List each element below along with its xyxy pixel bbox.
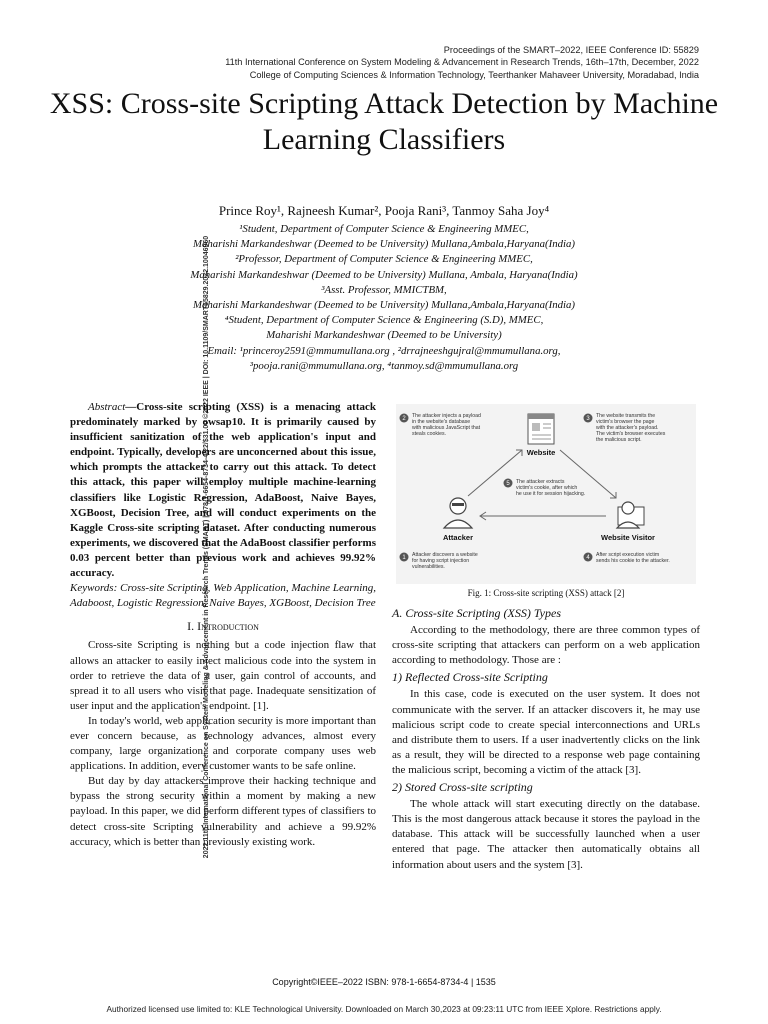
- website-label: Website: [526, 448, 556, 457]
- step-badge: [400, 414, 409, 423]
- subsection-heading-xss-types: A. Cross-site Scripting (XSS) Types: [392, 606, 561, 620]
- abstract: [70, 400, 376, 581]
- svg-text:4: 4: [586, 555, 590, 561]
- conference-header: [225, 44, 699, 81]
- reflected-paragraph: In this case, code is executed on the user system. It does not communicate with the server. If an attacker discovers it, he may use malicious script code to create special interconnections and URLs and distribute them to users. If a user inadvertently clicks on the link as a result, they will be directed to a response web page containing the malicious script, becoming a victim of the attack [3].: [392, 688, 700, 776]
- svg-text:5: 5: [506, 481, 510, 487]
- email-line: Email: ¹princeroy2591@mmumullana.org , ²drrajneeshgujral@mmumullana.org,: [207, 344, 561, 357]
- section-number: I.: [187, 619, 195, 634]
- website-icon: [528, 414, 554, 444]
- svg-text:for having script injection: for having script injection: [412, 558, 470, 564]
- affiliation-line: Maharishi Markandeshwar (Deemed to be University) Mullana,Ambala,Haryana(India): [192, 238, 576, 251]
- svg-text:sends his cookie to the attack: sends his cookie to the attacker.: [596, 558, 670, 564]
- abstract-lead: Abstract: [88, 401, 126, 413]
- affiliation-line: Maharishi Markandeshwar (Deemed to be University) Mullana,Ambala,Haryana(India): [192, 299, 576, 312]
- step-badge: [400, 553, 409, 562]
- svg-text:with malicious JavaScript that: with malicious JavaScript that: [412, 425, 481, 431]
- svg-text:Attacker discovers a website: Attacker discovers a website: [412, 552, 478, 558]
- author-list: Prince Roy¹, Rajneesh Kumar², Pooja Rani³, Tanmoy Saha Joy⁴: [218, 203, 550, 218]
- step-badge: [584, 553, 593, 562]
- svg-text:2: 2: [402, 416, 406, 422]
- step-4-text: [596, 552, 670, 564]
- copyright-footer: Copyright©IEEE–2022 ISBN: 978-1-6654-8734-4 | 1535: [272, 977, 496, 987]
- xss-attack-diagram: [396, 404, 696, 584]
- svg-text:The website transmits the: The website transmits the: [596, 413, 656, 419]
- right-column: [392, 604, 700, 873]
- affiliation-line: ³Asst. Professor, MMICTBM,: [321, 283, 447, 296]
- paper-title: XSS: Cross-site Scripting Attack Detection by Machine Learning Classifiers: [49, 87, 719, 156]
- svg-text:with the attacker's payload.: with the attacker's payload.: [596, 425, 659, 431]
- svg-text:victim's cookie, after which: victim's cookie, after which: [516, 485, 578, 491]
- header-line-2: 11th International Conference on System Modeling & Advancement in Research Trends, 16th–17th, December, 2022: [225, 57, 699, 68]
- xss-types-paragraph: According to the methodology, there are three common types of cross-site scripting that attackers can perform on a web application according to methodology. Those are :: [392, 624, 700, 667]
- svg-text:1: 1: [402, 555, 406, 561]
- svg-text:he use it for session hijackin: he use it for session hijacking.: [516, 491, 586, 497]
- step-badge: [504, 479, 513, 488]
- svg-text:steals cookies.: steals cookies.: [412, 431, 447, 437]
- subsection-heading-stored: 2) Stored Cross-site scripting: [392, 780, 533, 795]
- intro-paragraph: But day by day attackers improve their hacking technique and bypass the strong security within a moment by making a new payload. In this paper, we did perform different types of classifiers to detect cross-site Scripting vulnerability and achieve a 99.92% accuracy, which is better than previously existing work.: [70, 775, 376, 848]
- svg-text:After script execution victim: After script execution victim: [596, 552, 660, 558]
- visitor-label: Website Visitor: [601, 533, 655, 542]
- affiliations: [60, 222, 708, 374]
- svg-text:victim's browser the page: victim's browser the page: [596, 419, 655, 425]
- stored-paragraph: The whole attack will start executing directly on the database. This is the most dangerous attack because it stores the payload in the database. This attack will be successfully launched when a user entered that page. The attacker then automatically obtains all information about users and the system [3].: [392, 798, 700, 871]
- figure-caption: Fig. 1: Cross-site scripting (XSS) attack [2]: [467, 588, 625, 598]
- svg-text:The victim's browser executes: The victim's browser executes: [596, 431, 666, 437]
- intro-paragraph: In today's world, web application security is more important than ever concern because, as technology advances, almost every company, large organization, and corporate company uses web applications. In addition, every customer wants to be safe online.: [70, 714, 376, 773]
- doi-sidebar: 2022 11th International Conference on System Modeling & Advancement in Research Trends (SMART) | 978-1-6654-8734-4/22/$31.00 ©2022 IEEE | DOI: 10.1109/SMART55829.2022.10046960: [203, 235, 210, 859]
- step-badge: [584, 414, 593, 423]
- abstract-text: —Cross-site scripting (XSS) is a menacing attack predominately marked by owsap10. It is primarily caused by insufficient sanitization of the web application's input and endpoint. Typically, developers are unconcerned about this issue, which prompts the attacker to carry out this attack. To detect this attack, this paper will employ multiple machine-learning classifiers like Logistic Regression, AdaBoost, Naive Bayes, XGBoost, Decision Tree, and will conduct experiments on the Kaggle Cross-site scripting dataset. After conducting numerous experiments, we discovered that the AdaBoost classifier performs 0.03 percent better than previous work and achieves 99.92% accuracy.: [70, 401, 376, 580]
- left-column: [70, 400, 376, 850]
- keywords: Keywords: Cross-site Scripting, Web Application, Machine Learning, Adaboost, Logistic Regression, Naive Bayes, XGBoost, Decision Tree: [70, 582, 376, 610]
- section-heading-introduction: [70, 619, 376, 634]
- svg-text:The attacker extracts: The attacker extracts: [516, 479, 565, 485]
- svg-text:3: 3: [586, 416, 590, 422]
- header-line-3: College of Computing Sciences & Information Technology, Teerthanker Mahaveer University, Moradabad, India: [249, 69, 699, 80]
- license-footer: Authorized licensed use limited to: KLE Technological University. Downloaded on March 30,2023 at 09:23:11 UTC from IEEE Xplore. Restrictions apply.: [106, 1004, 662, 1014]
- subsection-heading-reflected: 1) Reflected Cross-site Scripting: [392, 670, 548, 685]
- svg-text:The attacker injects a payload: The attacker injects a payload: [412, 413, 481, 419]
- section-title: Introduction: [197, 619, 259, 634]
- attacker-label: Attacker: [442, 533, 474, 542]
- svg-text:the malicious script.: the malicious script.: [596, 437, 642, 443]
- affiliation-line: ²Professor, Department of Computer Science & Engineering MMEC,: [235, 253, 533, 266]
- svg-text:vulnerabilities.: vulnerabilities.: [412, 564, 445, 570]
- affiliation-line: Maharishi Markandeshwar (Deemed to be University): [266, 329, 502, 342]
- email-line: ³pooja.rani@mmumullana.org, ⁴tanmoy.sd@mmumullana.org: [249, 359, 519, 372]
- svg-text:in the website's database: in the website's database: [412, 419, 471, 425]
- affiliation-line: ¹Student, Department of Computer Science & Engineering MMEC,: [239, 223, 529, 235]
- affiliation-line: ⁴Student, Department of Computer Science & Engineering (S.D), MMEC,: [224, 314, 544, 327]
- intro-paragraph: Cross-site Scripting is nothing but a code injection flaw that allows an attacker to easily inject malicious code into the system in order to retrieve the data of a user, gain control of accounts, and spread it to all users who visit that page. Inadequate sensitization of user input and the application's endpoint. [1].: [70, 639, 376, 712]
- header-line-1: Proceedings of the SMART–2022, IEEE Conference ID: 55829: [443, 45, 699, 55]
- affiliation-line: Maharishi Markandeshwar (Deemed to be University) Mullana, Ambala, Haryana(India): [190, 268, 578, 281]
